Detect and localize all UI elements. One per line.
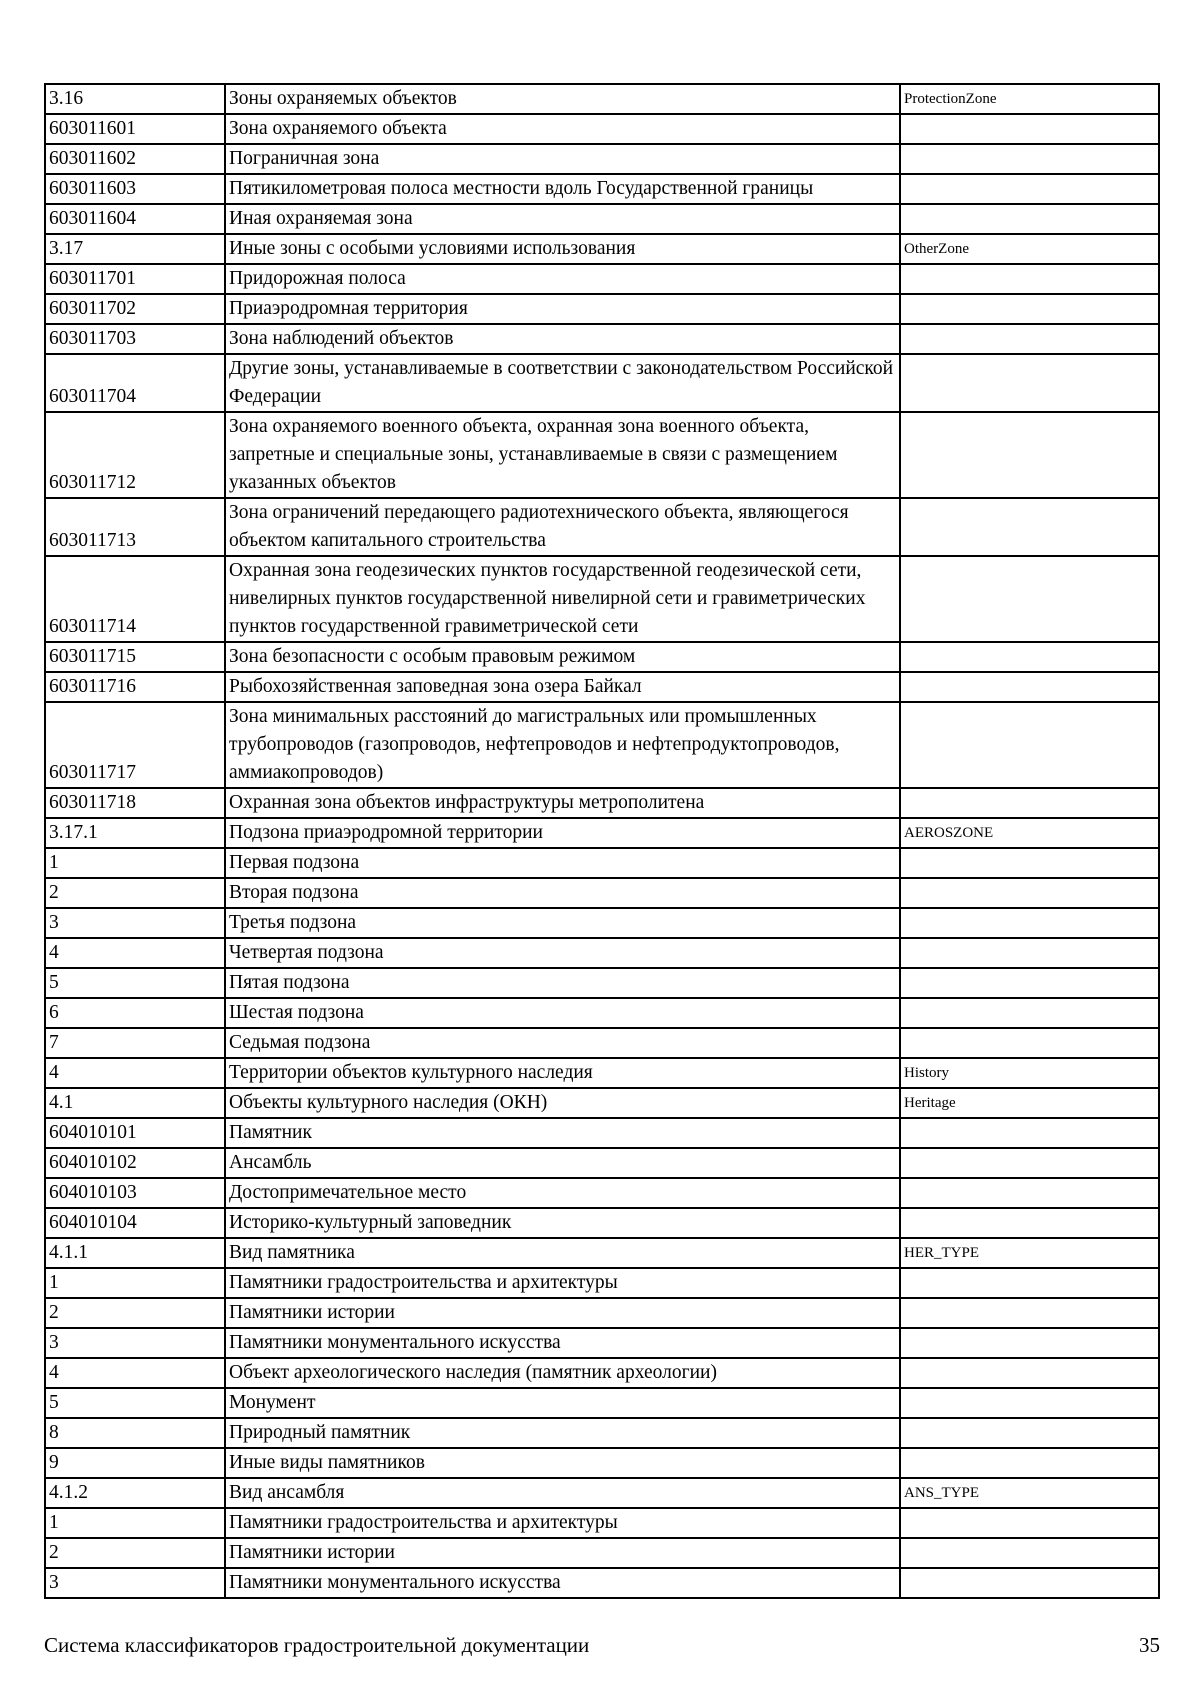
name-cell: Иные зоны с особыми условиями использования bbox=[225, 234, 900, 264]
code-cell: 603011718 bbox=[45, 788, 225, 818]
name-cell: Ансамбль bbox=[225, 1148, 900, 1178]
name-cell: Памятники истории bbox=[225, 1298, 900, 1328]
code-cell: 3.17.1 bbox=[45, 818, 225, 848]
code-cell: 1 bbox=[45, 1268, 225, 1298]
table-row bbox=[45, 1568, 1159, 1598]
name-cell: Другие зоны, устанавливаемые в соответствии с законодательством Российской Федерации bbox=[225, 354, 900, 412]
name-cell: Вторая подзона bbox=[225, 878, 900, 908]
table-row bbox=[45, 672, 1159, 702]
table-row bbox=[45, 998, 1159, 1028]
classifier-table-body bbox=[45, 84, 1159, 1598]
code-cell: 4.1.1 bbox=[45, 1238, 225, 1268]
table-row bbox=[45, 1148, 1159, 1178]
ref-cell bbox=[900, 324, 1159, 354]
ref-cell bbox=[900, 174, 1159, 204]
code-cell: 8 bbox=[45, 1418, 225, 1448]
table-row bbox=[45, 264, 1159, 294]
ref-cell bbox=[900, 1568, 1159, 1598]
code-cell: 603011604 bbox=[45, 204, 225, 234]
name-cell: Памятник bbox=[225, 1118, 900, 1148]
table-row bbox=[45, 412, 1159, 498]
table-row bbox=[45, 1208, 1159, 1238]
code-cell: 9 bbox=[45, 1448, 225, 1478]
name-cell: Третья подзона bbox=[225, 908, 900, 938]
name-cell: Территории объектов культурного наследия bbox=[225, 1058, 900, 1088]
code-cell: 604010104 bbox=[45, 1208, 225, 1238]
table-row bbox=[45, 938, 1159, 968]
ref-cell bbox=[900, 998, 1159, 1028]
ref-cell bbox=[900, 672, 1159, 702]
name-cell: Подзона приаэродромной территории bbox=[225, 818, 900, 848]
ref-cell bbox=[900, 1508, 1159, 1538]
name-cell: Монумент bbox=[225, 1388, 900, 1418]
code-cell: 5 bbox=[45, 1388, 225, 1418]
table-row bbox=[45, 1508, 1159, 1538]
ref-cell bbox=[900, 1298, 1159, 1328]
ref-cell bbox=[900, 1268, 1159, 1298]
ref-cell bbox=[900, 1418, 1159, 1448]
code-cell: 603011715 bbox=[45, 642, 225, 672]
ref-cell bbox=[900, 1118, 1159, 1148]
table-row bbox=[45, 1418, 1159, 1448]
ref-cell bbox=[900, 114, 1159, 144]
name-cell: Иные виды памятников bbox=[225, 1448, 900, 1478]
table-row bbox=[45, 556, 1159, 642]
code-cell: 603011703 bbox=[45, 324, 225, 354]
table-row bbox=[45, 818, 1159, 848]
name-cell: Охранная зона геодезических пунктов государственной геодезической сети, нивелирных пунктов государственной нивелирной сети и гравиметрических пунктов государственной гравиметрической сети bbox=[225, 556, 900, 642]
code-cell: 7 bbox=[45, 1028, 225, 1058]
table-row bbox=[45, 498, 1159, 556]
name-cell: Памятники истории bbox=[225, 1538, 900, 1568]
name-cell: Памятники монументального искусства bbox=[225, 1568, 900, 1598]
ref-cell bbox=[900, 144, 1159, 174]
table-row bbox=[45, 114, 1159, 144]
ref-cell bbox=[900, 264, 1159, 294]
name-cell: Историко-культурный заповедник bbox=[225, 1208, 900, 1238]
ref-cell bbox=[900, 1148, 1159, 1178]
ref-cell bbox=[900, 498, 1159, 556]
code-cell: 4.1 bbox=[45, 1088, 225, 1118]
table-row bbox=[45, 324, 1159, 354]
name-cell: Первая подзона bbox=[225, 848, 900, 878]
table-row bbox=[45, 174, 1159, 204]
ref-cell bbox=[900, 354, 1159, 412]
table-row bbox=[45, 1298, 1159, 1328]
ref-cell bbox=[900, 1388, 1159, 1418]
code-cell: 4 bbox=[45, 1058, 225, 1088]
table-row bbox=[45, 1118, 1159, 1148]
name-cell: Зона охраняемого военного объекта, охранная зона военного объекта, запретные и специальные зоны, устанавливаемые в связи с размещением указанных объектов bbox=[225, 412, 900, 498]
table-row bbox=[45, 1328, 1159, 1358]
name-cell: Памятники градостроительства и архитектуры bbox=[225, 1508, 900, 1538]
code-cell: 603011716 bbox=[45, 672, 225, 702]
ref-cell bbox=[900, 412, 1159, 498]
table-row bbox=[45, 354, 1159, 412]
name-cell: Седьмая подзона bbox=[225, 1028, 900, 1058]
ref-cell: OtherZone bbox=[900, 234, 1159, 264]
code-cell: 603011704 bbox=[45, 354, 225, 412]
ref-cell bbox=[900, 1538, 1159, 1568]
code-cell: 603011713 bbox=[45, 498, 225, 556]
name-cell: Охранная зона объектов инфраструктуры метрополитена bbox=[225, 788, 900, 818]
name-cell: Вид памятника bbox=[225, 1238, 900, 1268]
name-cell: Объект археологического наследия (памятник археологии) bbox=[225, 1358, 900, 1388]
name-cell: Пятая подзона bbox=[225, 968, 900, 998]
name-cell: Придорожная полоса bbox=[225, 264, 900, 294]
code-cell: 603011602 bbox=[45, 144, 225, 174]
table-row bbox=[45, 1028, 1159, 1058]
table-row bbox=[45, 204, 1159, 234]
name-cell: Приаэродромная территория bbox=[225, 294, 900, 324]
code-cell: 1 bbox=[45, 848, 225, 878]
ref-cell bbox=[900, 1178, 1159, 1208]
ref-cell bbox=[900, 642, 1159, 672]
name-cell: Зона минимальных расстояний до магистральных или промышленных трубопроводов (газопроводов, нефтепроводов и нефтепродуктопроводов, аммиакопроводов) bbox=[225, 702, 900, 788]
ref-cell bbox=[900, 1208, 1159, 1238]
table-row bbox=[45, 702, 1159, 788]
code-cell: 3.16 bbox=[45, 84, 225, 114]
code-cell: 604010103 bbox=[45, 1178, 225, 1208]
name-cell: Вид ансамбля bbox=[225, 1478, 900, 1508]
ref-cell: HER_TYPE bbox=[900, 1238, 1159, 1268]
table-row bbox=[45, 1058, 1159, 1088]
ref-cell bbox=[900, 878, 1159, 908]
name-cell: Природный памятник bbox=[225, 1418, 900, 1448]
table-row bbox=[45, 1358, 1159, 1388]
ref-cell bbox=[900, 1328, 1159, 1358]
ref-cell bbox=[900, 788, 1159, 818]
name-cell: Зона наблюдений объектов bbox=[225, 324, 900, 354]
footer-document-title: Система классификаторов градостроительной документации bbox=[44, 1633, 590, 1657]
ref-cell bbox=[900, 848, 1159, 878]
classifier-table bbox=[44, 83, 1160, 1599]
code-cell: 1 bbox=[45, 1508, 225, 1538]
name-cell: Шестая подзона bbox=[225, 998, 900, 1028]
code-cell: 603011603 bbox=[45, 174, 225, 204]
table-row bbox=[45, 642, 1159, 672]
table-row bbox=[45, 1538, 1159, 1568]
code-cell: 604010102 bbox=[45, 1148, 225, 1178]
code-cell: 603011714 bbox=[45, 556, 225, 642]
table-row bbox=[45, 908, 1159, 938]
name-cell: Объекты культурного наследия (ОКН) bbox=[225, 1088, 900, 1118]
ref-cell bbox=[900, 294, 1159, 324]
table-row bbox=[45, 1448, 1159, 1478]
ref-cell: AEROSZONE bbox=[900, 818, 1159, 848]
code-cell: 2 bbox=[45, 1298, 225, 1328]
name-cell: Зоны охраняемых объектов bbox=[225, 84, 900, 114]
table-row bbox=[45, 1088, 1159, 1118]
code-cell: 3.17 bbox=[45, 234, 225, 264]
code-cell: 603011717 bbox=[45, 702, 225, 788]
ref-cell bbox=[900, 702, 1159, 788]
table-row bbox=[45, 1388, 1159, 1418]
name-cell: Пятикилометровая полоса местности вдоль Государственной границы bbox=[225, 174, 900, 204]
name-cell: Рыбохозяйственная заповедная зона озера Байкал bbox=[225, 672, 900, 702]
ref-cell: ANS_TYPE bbox=[900, 1478, 1159, 1508]
page-number: 35 bbox=[1139, 1633, 1160, 1657]
name-cell: Пограничная зона bbox=[225, 144, 900, 174]
name-cell: Памятники градостроительства и архитектуры bbox=[225, 1268, 900, 1298]
ref-cell bbox=[900, 1028, 1159, 1058]
table-row bbox=[45, 878, 1159, 908]
table-row bbox=[45, 234, 1159, 264]
table-row bbox=[45, 848, 1159, 878]
ref-cell: Heritage bbox=[900, 1088, 1159, 1118]
name-cell: Зона безопасности с особым правовым режимом bbox=[225, 642, 900, 672]
code-cell: 3 bbox=[45, 1568, 225, 1598]
ref-cell bbox=[900, 204, 1159, 234]
code-cell: 604010101 bbox=[45, 1118, 225, 1148]
ref-cell: ProtectionZone bbox=[900, 84, 1159, 114]
code-cell: 5 bbox=[45, 968, 225, 998]
table-row bbox=[45, 1268, 1159, 1298]
ref-cell bbox=[900, 968, 1159, 998]
name-cell: Зона охраняемого объекта bbox=[225, 114, 900, 144]
table-row bbox=[45, 788, 1159, 818]
table-row bbox=[45, 84, 1159, 114]
code-cell: 2 bbox=[45, 878, 225, 908]
table-row bbox=[45, 968, 1159, 998]
ref-cell bbox=[900, 908, 1159, 938]
ref-cell bbox=[900, 1448, 1159, 1478]
code-cell: 3 bbox=[45, 908, 225, 938]
code-cell: 4.1.2 bbox=[45, 1478, 225, 1508]
name-cell: Памятники монументального искусства bbox=[225, 1328, 900, 1358]
code-cell: 603011601 bbox=[45, 114, 225, 144]
code-cell: 603011701 bbox=[45, 264, 225, 294]
ref-cell: History bbox=[900, 1058, 1159, 1088]
code-cell: 4 bbox=[45, 938, 225, 968]
ref-cell bbox=[900, 938, 1159, 968]
table-row bbox=[45, 1478, 1159, 1508]
code-cell: 603011712 bbox=[45, 412, 225, 498]
name-cell: Иная охраняемая зона bbox=[225, 204, 900, 234]
code-cell: 603011702 bbox=[45, 294, 225, 324]
name-cell: Достопримечательное место bbox=[225, 1178, 900, 1208]
code-cell: 4 bbox=[45, 1358, 225, 1388]
table-row bbox=[45, 1178, 1159, 1208]
table-row bbox=[45, 294, 1159, 324]
table-row bbox=[45, 1238, 1159, 1268]
ref-cell bbox=[900, 1358, 1159, 1388]
code-cell: 6 bbox=[45, 998, 225, 1028]
name-cell: Зона ограничений передающего радиотехнического объекта, являющегося объектом капитального строительства bbox=[225, 498, 900, 556]
code-cell: 3 bbox=[45, 1328, 225, 1358]
code-cell: 2 bbox=[45, 1538, 225, 1568]
name-cell: Четвертая подзона bbox=[225, 938, 900, 968]
table-row bbox=[45, 144, 1159, 174]
ref-cell bbox=[900, 556, 1159, 642]
